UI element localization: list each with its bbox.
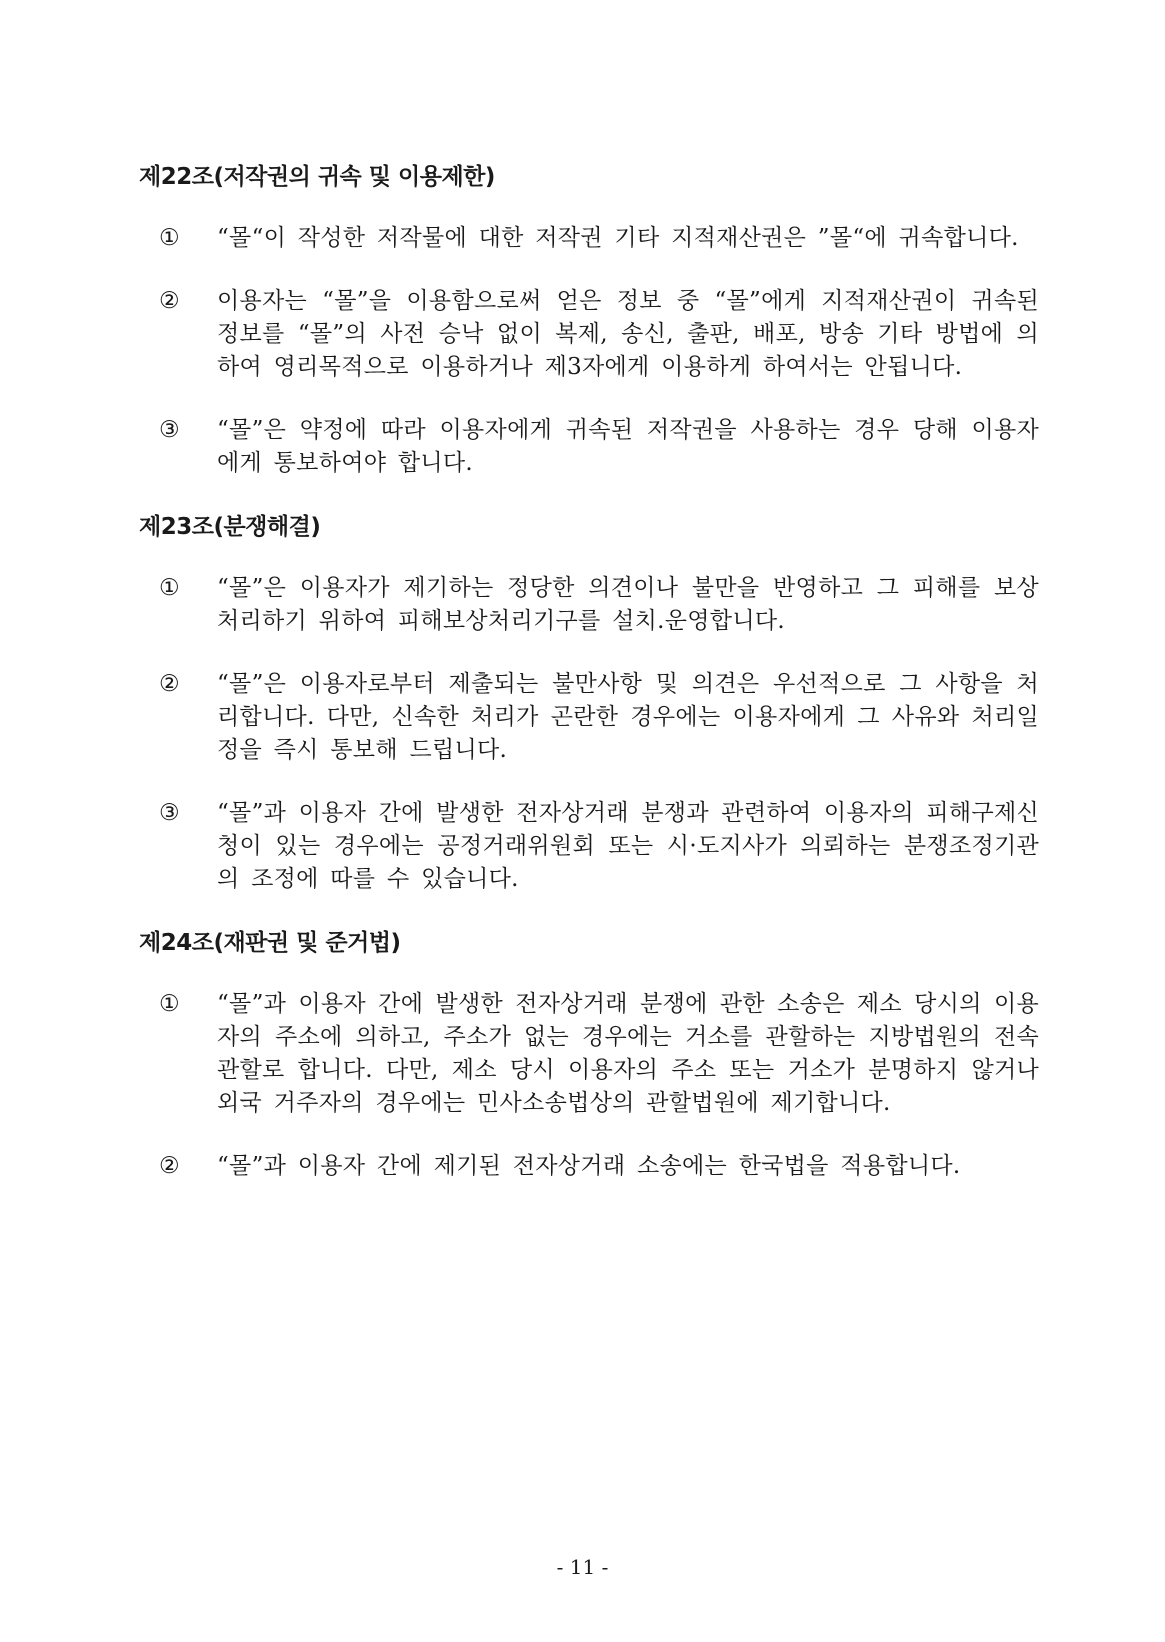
clause-number: ② <box>159 1153 180 1179</box>
clause-number: ② <box>159 288 180 314</box>
clause-item <box>159 668 1039 767</box>
clause-text: “몰”은 약정에 따라 이용자에게 귀속된 저작권을 사용하는 경우 당해 이용자에게 통보하여야 합니다. <box>217 417 1039 476</box>
clause-text: 이용자는 “몰”을 이용함으로써 얻은 정보 중 “몰”에게 지적재산권이 귀속된 정보를 “몰”의 사전 승낙 없이 복제, 송신, 출판, 배포, 방송 기타 방법에 의하여 영리목적으로 이용하거나 제3자에게 이용하게 하여서는 안됩니다. <box>217 288 1039 380</box>
clause-text: “몰“이 작성한 저작물에 대한 저작권 기타 지적재산권은 ”몰“에 귀속합니다. <box>217 225 1019 251</box>
clause-number: ① <box>159 991 180 1017</box>
clause-text: “몰”과 이용자 간에 제기된 전자상거래 소송에는 한국법을 적용합니다. <box>217 1153 961 1179</box>
page-number: - 11 - <box>556 1555 609 1579</box>
clause-item <box>159 1150 1039 1183</box>
clause-text: “몰”과 이용자 간에 발생한 전자상거래 분쟁에 관한 소송은 제소 당시의 이용자의 주소에 의하고, 주소가 없는 경우에는 거소를 관할하는 지방법원의 전속관할로 합니다. 다만, 제소 당시 이용자의 주소 또는 거소가 분명하지 않거나 외국 거주자의 경우에는 민사소송법상의 관할법원에 제기합니다. <box>217 991 1039 1116</box>
article-23 <box>139 510 1039 896</box>
clause-text: “몰”과 이용자 간에 발생한 전자상거래 분쟁과 관련하여 이용자의 피해구제신청이 있는 경우에는 공정거래위원회 또는 시·도지사가 의뢰하는 분쟁조정기관의 조정에 따를 수 있습니다. <box>217 800 1039 892</box>
clause-number: ① <box>159 575 180 601</box>
article-22 <box>139 160 1039 480</box>
clause-item <box>159 285 1039 384</box>
article-title: 제22조(저작권의 귀속 및 이용제한) <box>139 164 495 190</box>
clause-text: “몰”은 이용자가 제기하는 정당한 의견이나 불만을 반영하고 그 피해를 보상처리하기 위하여 피해보상처리기구를 설치.운영합니다. <box>217 575 1039 634</box>
clause-item <box>159 414 1039 480</box>
clause-text: “몰”은 이용자로부터 제출되는 불만사항 및 의견은 우선적으로 그 사항을 처리합니다. 다만, 신속한 처리가 곤란한 경우에는 이용자에게 그 사유와 처리일정을 즉시 통보해 드립니다. <box>217 671 1039 763</box>
document-body <box>139 160 1039 1213</box>
clause-number: ③ <box>159 800 180 826</box>
clause-number: ③ <box>159 417 180 443</box>
clause-item <box>159 572 1039 638</box>
article-24 <box>139 926 1039 1183</box>
clause-item <box>159 797 1039 896</box>
article-title: 제24조(재판권 및 준거법) <box>139 930 401 956</box>
clause-item <box>159 222 1039 255</box>
clause-number: ① <box>159 225 180 251</box>
clause-item <box>159 988 1039 1120</box>
clause-number: ② <box>159 671 180 697</box>
article-title: 제23조(분쟁해결) <box>139 514 321 540</box>
